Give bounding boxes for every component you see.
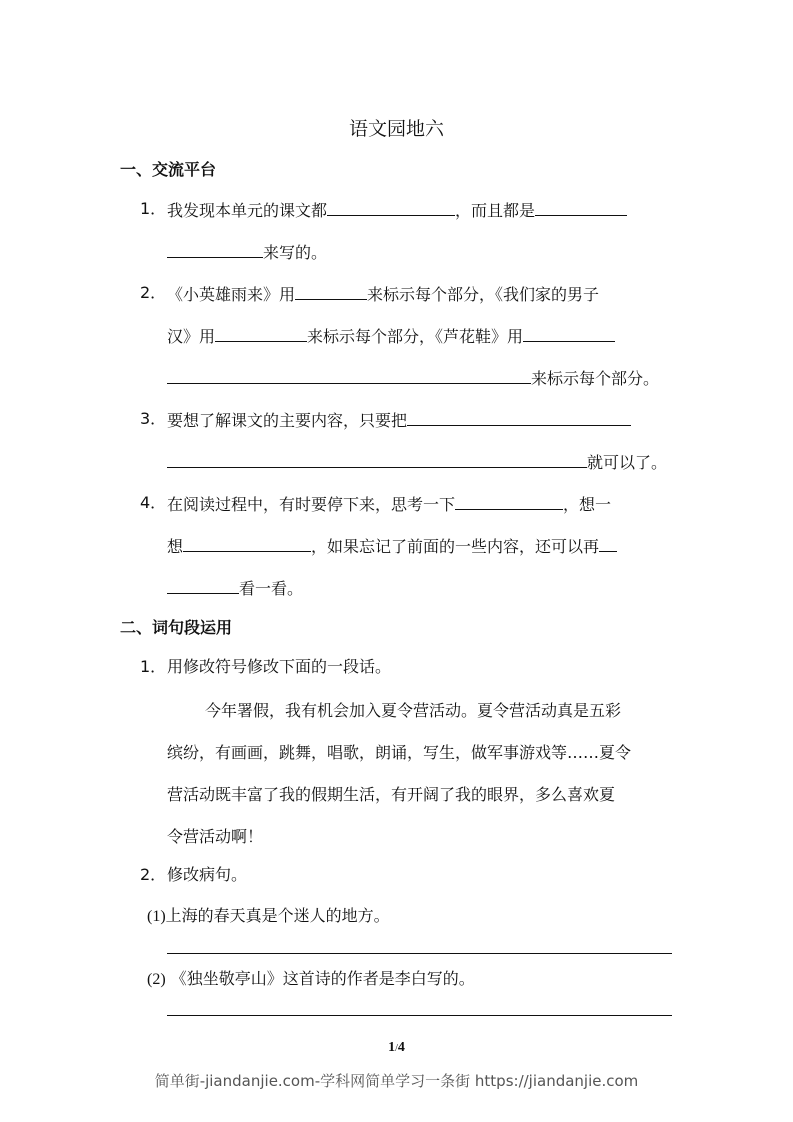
question-text: 来标示每个部分。 — [531, 369, 660, 388]
question-line — [167, 576, 303, 600]
question-line — [167, 282, 599, 306]
question-line — [167, 366, 659, 390]
question-text: 就可以了。 — [587, 453, 668, 472]
page-current: 1 — [388, 1040, 396, 1055]
question-line — [167, 240, 327, 264]
section-heading-1: 一、交流平台 — [120, 160, 217, 179]
item-number: 1． — [140, 199, 167, 218]
passage-line: 今年署假，我有机会加入夏令营活动。夏令营活动真是五彩 — [205, 701, 622, 720]
item-number: 3． — [140, 409, 167, 428]
question-text: 我发现本单元的课文都 — [167, 201, 328, 220]
fill-blank[interactable] — [295, 282, 367, 300]
question-text: 想 — [167, 537, 184, 556]
question-text: 汉》用 — [167, 327, 216, 346]
question-line — [167, 408, 631, 432]
question-line — [167, 492, 611, 516]
item-number: 2． — [140, 865, 167, 884]
passage-line: 营活动既丰富了我的假期生活，有开阔了我的眼界，多么喜欢夏 — [167, 785, 616, 804]
fill-blank[interactable] — [599, 534, 617, 552]
subitem-text: 《独坐敬亭山》这首诗的作者是李白写的。 — [170, 969, 475, 988]
fill-blank[interactable] — [535, 198, 627, 216]
fill-blank[interactable] — [183, 534, 311, 552]
question-text: 在阅读过程中，有时要停下来，思考一下 — [167, 495, 456, 514]
item-number: 4． — [140, 493, 167, 512]
subitem-text: 上海的春天真是个迷人的地方。 — [165, 906, 390, 925]
footer-watermark: 简单街-jiandanjie.com-学科网简单学习一条街 https://jiandanjie.com — [154, 1072, 639, 1090]
fill-blank[interactable] — [167, 450, 587, 468]
item-number: 2． — [140, 283, 167, 302]
page-total: 4 — [397, 1040, 405, 1055]
question-text: 看一看。 — [239, 579, 304, 598]
question-line — [167, 324, 615, 348]
subitem-label: (2) — [147, 971, 166, 988]
question-prompt: 修改病句。 — [167, 865, 248, 884]
item-number: 1． — [140, 657, 167, 676]
fill-blank[interactable] — [455, 492, 563, 510]
answer-line[interactable] — [167, 953, 672, 954]
question-text: ，想一 — [563, 495, 612, 514]
question-text: 《小英雄雨来》用 — [167, 285, 296, 304]
passage-line: 缤纷，有画画，跳舞，唱歌，朗诵，写生，做军事游戏等……夏令 — [167, 743, 632, 762]
question-text: ，而且都是 — [455, 201, 536, 220]
page-separator: / — [395, 1043, 398, 1054]
fill-blank[interactable] — [215, 324, 307, 342]
subitem-1 — [147, 905, 390, 928]
question-text: ，如果忘记了前面的一些内容，还可以再 — [311, 537, 600, 556]
question-line — [167, 450, 667, 474]
fill-blank[interactable] — [167, 366, 531, 384]
passage-line: 令营活动啊！ — [167, 827, 264, 846]
fill-blank[interactable] — [167, 240, 263, 258]
question-text: 来标示每个部分，《我们家的男子 — [367, 285, 600, 304]
question-prompt: 用修改符号修改下面的一段话。 — [167, 657, 392, 676]
question-text: 来标示每个部分，《芦花鞋》用 — [307, 327, 524, 346]
fill-blank[interactable] — [407, 408, 631, 426]
question-text: 来写的。 — [263, 243, 328, 262]
page-title: 语文园地六 — [348, 118, 444, 140]
question-line — [167, 198, 627, 222]
question-line — [167, 534, 617, 558]
fill-blank[interactable] — [167, 576, 239, 594]
subitem-label: (1) — [147, 908, 166, 925]
subitem-2 — [147, 968, 475, 991]
section-heading-2: 二、词句段运用 — [120, 618, 233, 637]
fill-blank[interactable] — [327, 198, 455, 216]
answer-line[interactable] — [167, 1015, 672, 1016]
fill-blank[interactable] — [523, 324, 615, 342]
question-text: 要想了解课文的主要内容，只要把 — [167, 411, 408, 430]
page-number — [0, 1040, 793, 1056]
